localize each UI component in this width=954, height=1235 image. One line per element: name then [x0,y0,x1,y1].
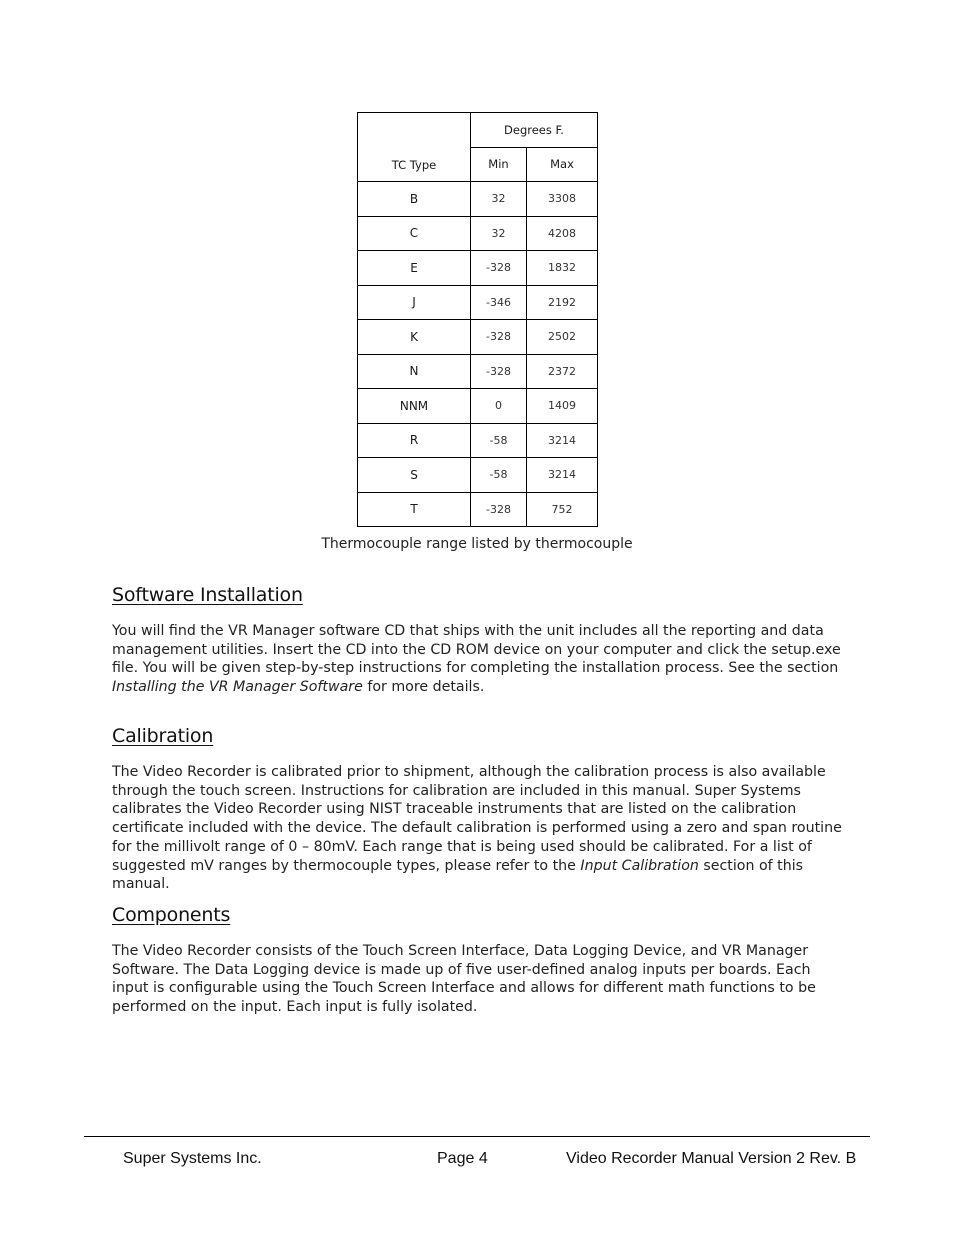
cell-tc-type: N [358,354,471,389]
cell-min: -58 [471,458,527,493]
cell-max: 1409 [527,389,598,424]
cell-min: -328 [471,354,527,389]
components-paragraph: The Video Recorder consists of the Touch Screen Interface, Data Logging Device, and VR Manager Software. The Data Logging device is made up of five user-defined analog inputs per boards. Each input is configurable using the Touch Screen Interface and allows for different math functions to be performed on the input. Each input is fully isolated. [112,943,816,1016]
cell-tc-type: C [358,216,471,251]
table-row [358,492,598,527]
software-installation-paragraph [112,622,842,697]
cell-max: 3214 [527,458,598,493]
footer-page-number: Page 4 [437,1150,488,1167]
software-section-reference: Installing the VR Manager Software [112,679,363,696]
calibration-paragraph [112,763,842,894]
cell-tc-type: S [358,458,471,493]
footer-document-title: Video Recorder Manual Version 2 Rev. B [566,1150,857,1167]
table-row [358,182,598,217]
cell-min: -328 [471,251,527,286]
paragraph-text: for more details. [362,679,485,696]
table-row [358,423,598,458]
cell-max: 2372 [527,354,598,389]
cell-min: -58 [471,423,527,458]
cell-tc-type: K [358,320,471,355]
table-row [358,320,598,355]
table-row [358,285,598,320]
table-caption: Thermocouple range listed by thermocouple [321,536,633,552]
cell-max: 2192 [527,285,598,320]
header-max: Max [527,147,598,182]
cell-tc-type: NNM [358,389,471,424]
footer-divider [84,1136,870,1137]
cell-max: 752 [527,492,598,527]
cell-min: 32 [471,182,527,217]
table-row [358,354,598,389]
table-row [358,458,598,493]
cell-tc-type: E [358,251,471,286]
cell-min: -328 [471,492,527,527]
header-tc-type: TC Type [358,113,471,182]
cell-tc-type: B [358,182,471,217]
cell-tc-type: J [358,285,471,320]
cell-tc-type: T [358,492,471,527]
table-row [358,389,598,424]
table-row [358,251,598,286]
cell-max: 3214 [527,423,598,458]
paragraph-text: The Video Recorder is calibrated prior to shipment, although the calibration process is also available through the touch screen. Instructions for calibration are included in this manual. Super Systems calibrates the Video Recorder using NIST traceable instruments that are listed on the calibration certificate included with the device. The default calibration is performed using a zero and span routine for the millivolt range of 0 – 80mV. Each range that is being used should be calibrated. For a list of suggested mV ranges by thermocouple types, please refer to the [112,764,842,874]
table-row [358,216,598,251]
calibration-section-reference: Input Calibration [580,857,699,874]
paragraph-text: You will find the VR Manager software CD that ships with the unit includes all the reporting and data management utilities. Insert the CD into the CD ROM device on your computer and click the setup.exe file. You will be given step-by-step instructions for completing the installation process. See the section [112,623,841,677]
header-min: Min [471,147,527,182]
cell-min: -346 [471,285,527,320]
cell-max: 1832 [527,251,598,286]
thermocouple-range-table [357,112,598,527]
components-heading: Components [112,904,231,926]
cell-min: 32 [471,216,527,251]
cell-max: 2502 [527,320,598,355]
table-header-row [358,113,598,148]
cell-min: -328 [471,320,527,355]
paragraph-text: section of this manual. [112,857,804,893]
calibration-heading: Calibration [112,725,214,747]
software-installation-heading: Software Installation [112,584,303,606]
cell-tc-type: R [358,423,471,458]
header-degrees-f: Degrees F. [471,113,598,148]
footer-company: Super Systems Inc. [123,1150,262,1167]
cell-max: 4208 [527,216,598,251]
cell-max: 3308 [527,182,598,217]
cell-min: 0 [471,389,527,424]
